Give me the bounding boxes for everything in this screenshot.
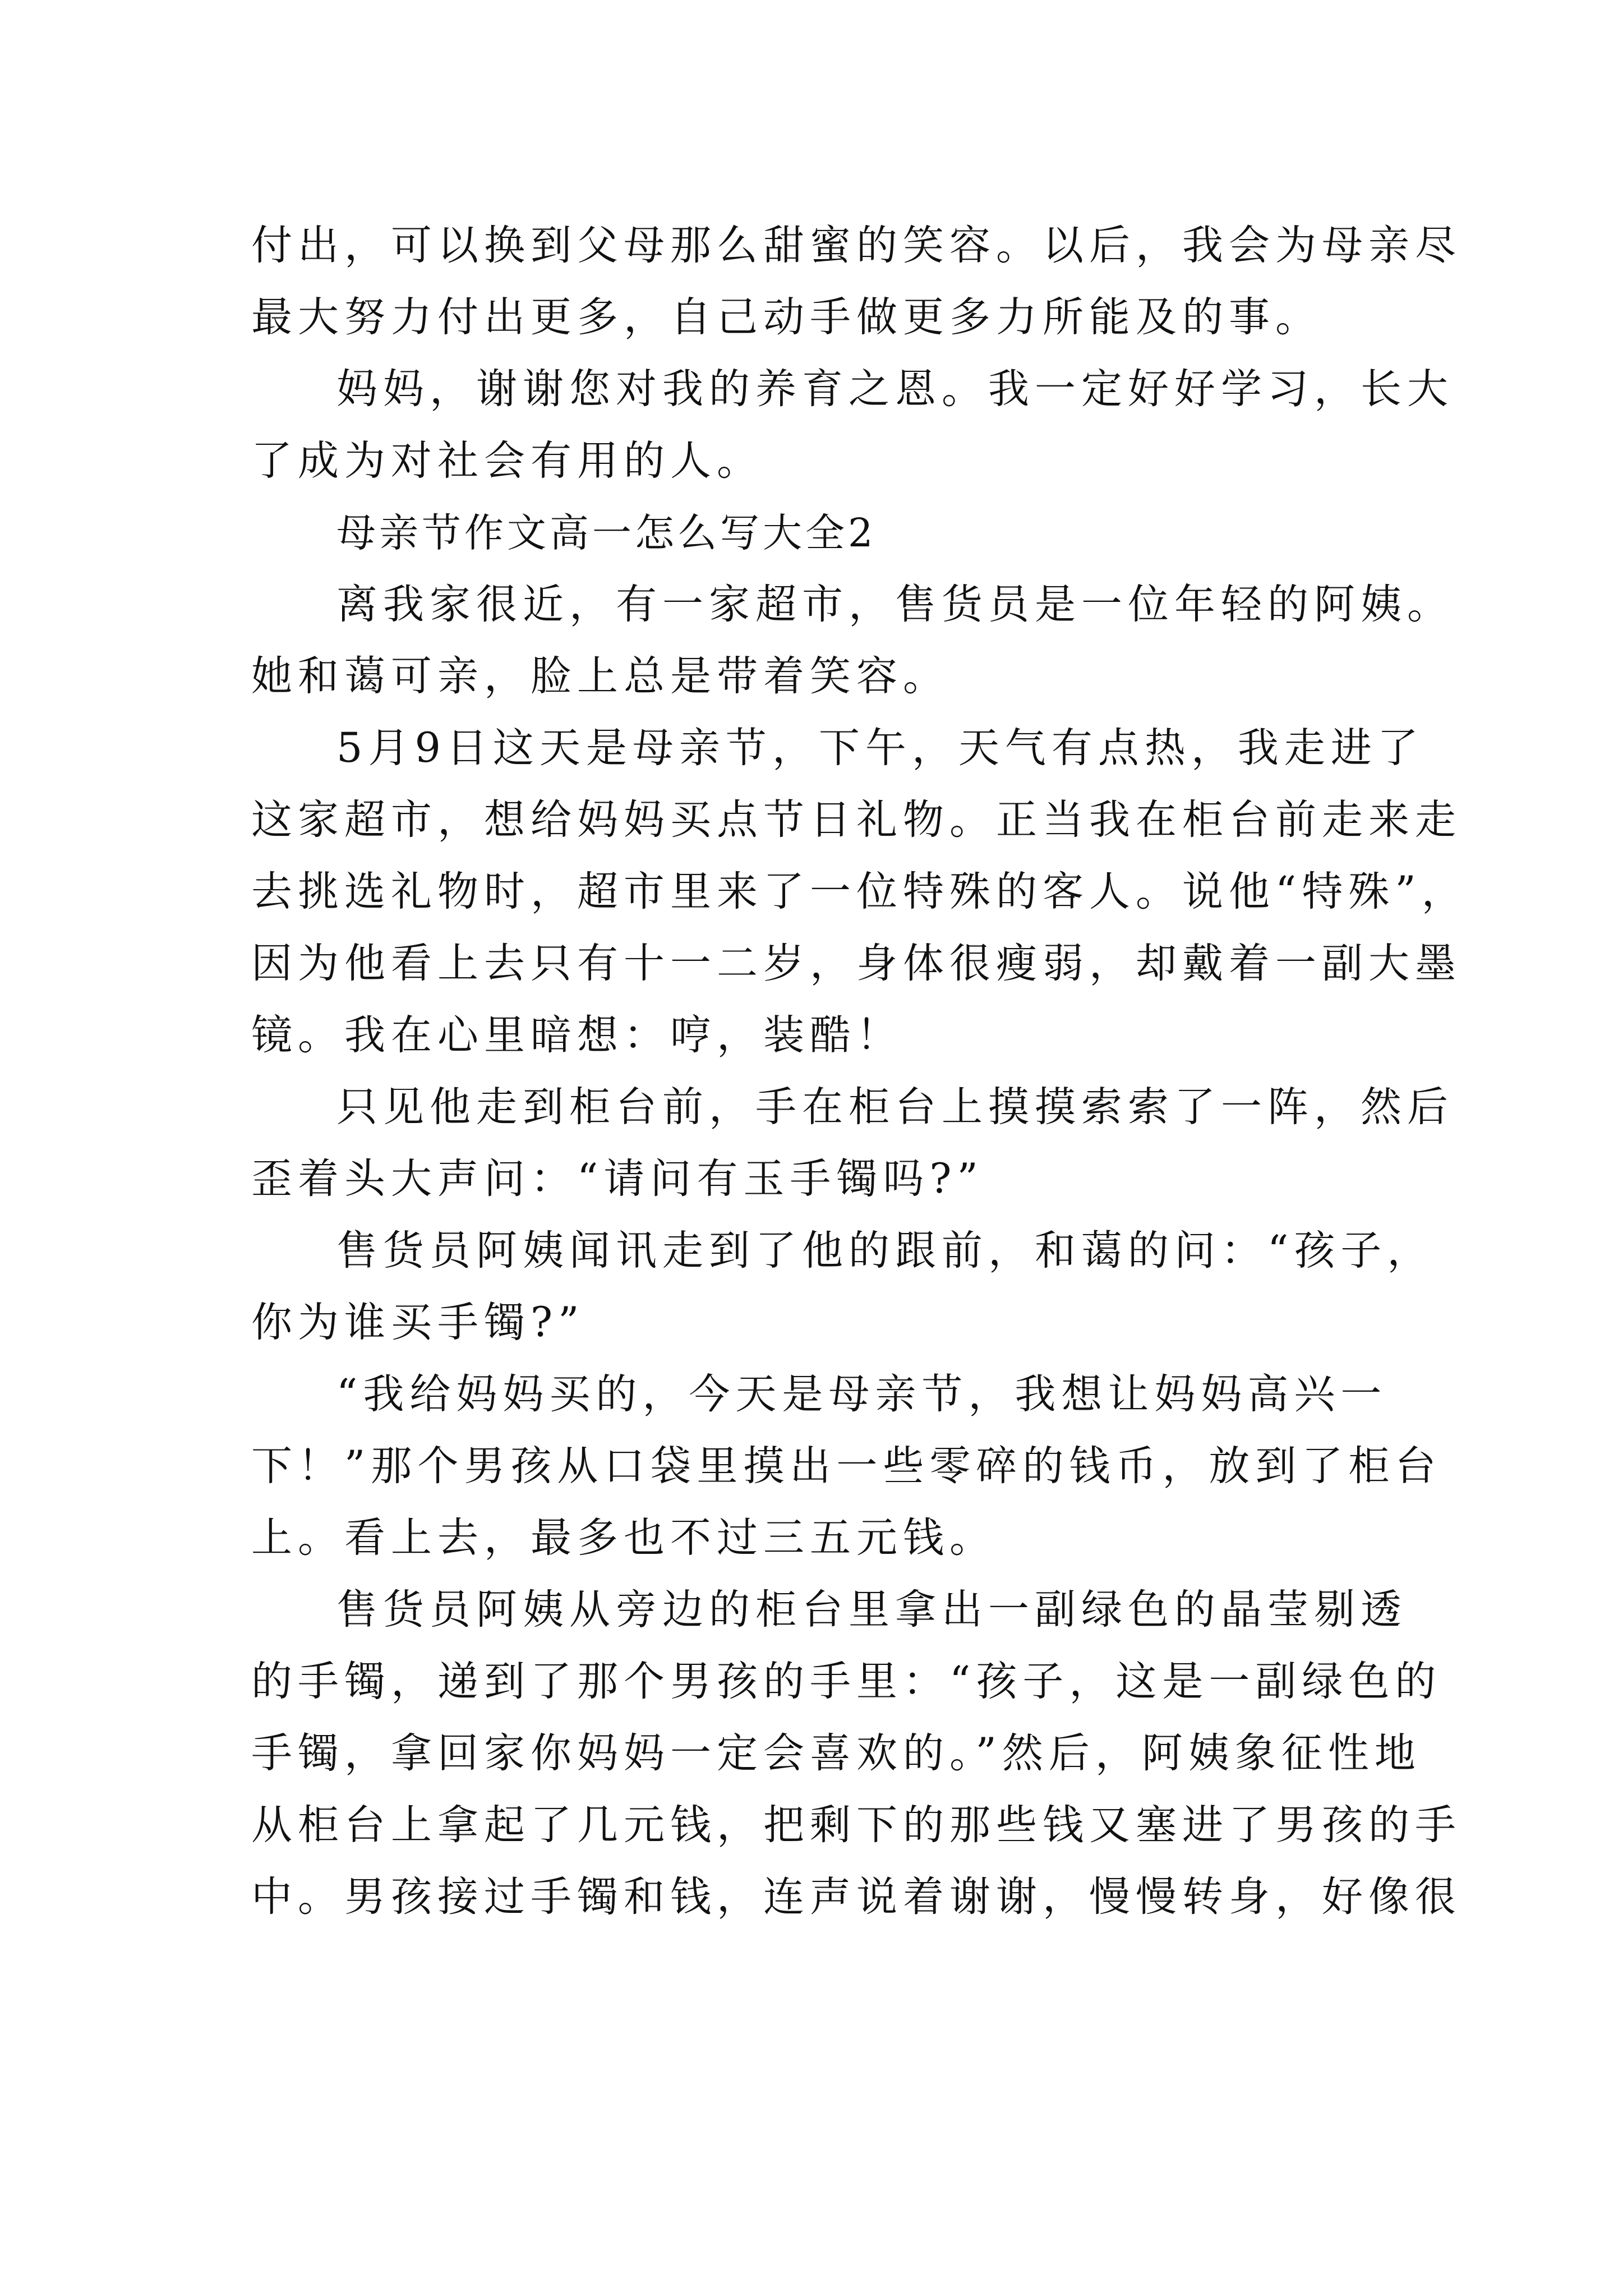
text-line: 歪着头大声问：“请问有玉手镯吗?” (251, 1155, 984, 1203)
text-line: 妈妈，谢谢您对我的养育之恩。我一定好好学习，长大 (336, 365, 1454, 413)
text-line: 你为谁买手镯?” (251, 1299, 585, 1346)
text-line: 中。男孩接过手镯和钱，连声说着谢谢，慢慢转身，好像很 (251, 1873, 1461, 1921)
text-line: 这家超市，想给妈妈买点节日礼物。正当我在柜台前走来走 (251, 796, 1461, 844)
text-line: 5月9日这天是母亲节，下午，天气有点热，我走进了 (336, 724, 1424, 772)
text-line: 去挑选礼物时，超市里来了一位特殊的客人。说他“特殊”， (251, 868, 1468, 915)
text-line: 了成为对社会有用的人。 (251, 437, 763, 485)
section-heading: 母亲节作文高一怎么写大全2 (336, 510, 877, 556)
text-line: 只见他走到柜台前，手在柜台上摸摸索索了一阵，然后 (336, 1083, 1454, 1131)
text-line: 从柜台上拿起了几元钱，把剩下的那些钱又塞进了男孩的手 (251, 1801, 1461, 1849)
text-line: 下！”那个男孩从口袋里摸出一些零碎的钱币，放到了柜台 (251, 1442, 1442, 1490)
text-line: 售货员阿姨从旁边的柜台里拿出一副绿色的晶莹剔透 (336, 1586, 1407, 1634)
text-line: 因为他看上去只有十一二岁，身体很瘦弱，却戴着一副大墨 (251, 940, 1461, 987)
text-line: 上。看上去，最多也不过三五元钱。 (251, 1514, 996, 1562)
text-line: 的手镯，递到了那个男孩的手里：“孩子，这是一副绿色的 (251, 1658, 1442, 1705)
document-body (251, 210, 1468, 1933)
text-line: 售货员阿姨闻讯走到了他的跟前，和蔼的问：“孩子， (336, 1227, 1434, 1274)
text-line: 离我家很近，有一家超市，售货员是一位年轻的阿姨。 (336, 581, 1454, 628)
text-line: 最大努力付出更多，自己动手做更多力所能及的事。 (251, 293, 1322, 341)
text-line: “我给妈妈买的，今天是母亲节，我想让妈妈高兴一 (336, 1370, 1387, 1418)
text-line: 付出，可以换到父母那么甜蜜的笑容。以后，我会为母亲尽 (251, 222, 1461, 269)
text-line: 镜。我在心里暗想：哼，装酷！ (251, 1011, 903, 1059)
text-line: 她和蔼可亲，脸上总是带着笑容。 (251, 652, 949, 700)
text-line: 手镯，拿回家你妈妈一定会喜欢的。”然后，阿姨象征性地 (251, 1729, 1421, 1777)
